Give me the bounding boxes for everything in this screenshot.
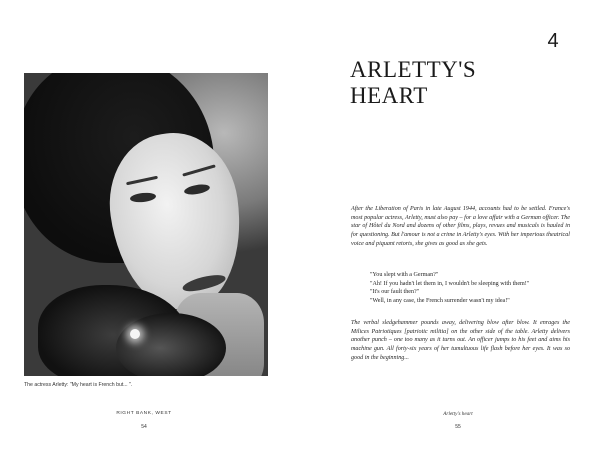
dialogue-line: "It's our fault then?" (370, 289, 420, 296)
closing-paragraph: The verbal sledgehammer pounds away, delivering blow after blow. It enrages the Milices Patriotiques [patriotic militia] on the other side of the table. Arletty delivers another punch – one too many as it turns out. An officer jumps to his feet and aims his machine gun. All forty-six years of her tumultuous life flash before her eyes. It was so good in the beginning... (351, 320, 570, 361)
right-page-number: 55 (455, 424, 461, 430)
dialogue-line: "Well, in any case, the French surrender wasn't my idea!" (370, 298, 510, 305)
left-running-footer: RIGHT BANK, WEST (116, 411, 172, 416)
chapter-number: 4 (547, 30, 559, 52)
photo-caption: The actress Arletty: "My heart is French but... ". (24, 382, 133, 388)
left-page-number: 54 (141, 424, 147, 430)
intro-paragraph: After the Liberation of Paris in late August 1944, accounts had to be settled. France's most popular actress, Arletty, must also pay – for a love affair with a German officer. The star of Hôtel du Nord and dozens of other films, plays, revues and musicals is hauled in for questioning. But l'amour is not a crime in Arletty's eyes. With her imperious theatrical voice and piquant retorts, she gives as good as she gets. (351, 206, 570, 247)
chapter-title (350, 57, 550, 109)
chapter-title-line-1: ARLETTY'S (350, 57, 477, 82)
portrait-photo (24, 73, 268, 376)
chapter-title-line-2: HEART (350, 83, 428, 108)
dialogue-line: "You slept with a German?" (370, 272, 439, 278)
photo-sparkle (130, 329, 140, 339)
right-running-footer: Arletty's heart (443, 411, 473, 417)
photo-bow-detail (116, 313, 226, 376)
dialogue-block (370, 271, 570, 306)
dialogue-line: "Ah! If you hadn't let them in, I wouldn't be sleeping with them!" (370, 280, 530, 287)
